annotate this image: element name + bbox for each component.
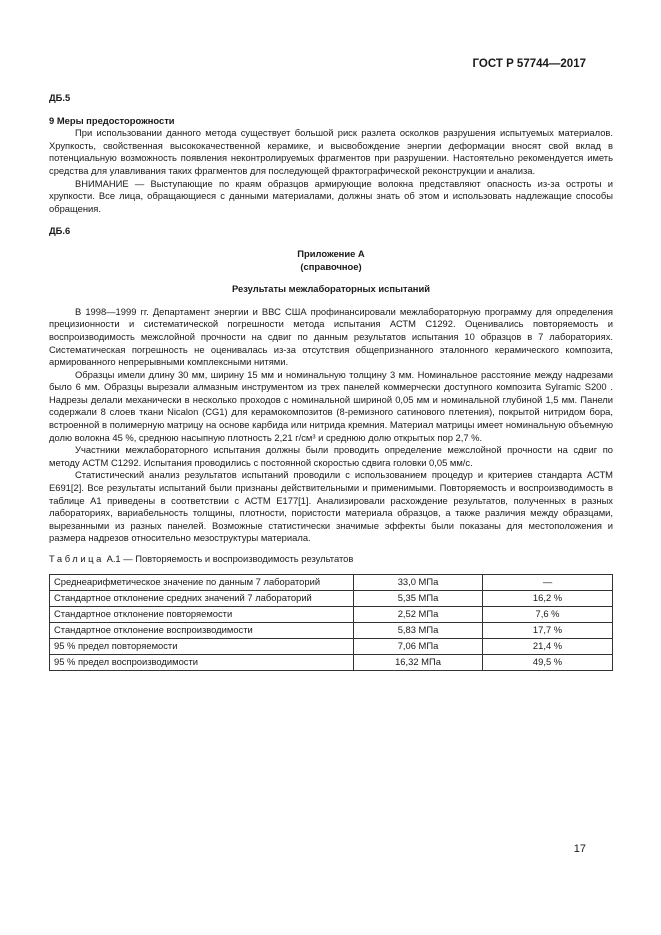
db5-label: ДБ.5 <box>49 92 71 103</box>
table-cell: 16,2 % <box>483 590 613 606</box>
paragraph: В 1998—1999 гг. Департамент энергии и ВВС США профинансировали межлабораторную программу для определения прецизионности и систематической погрешности метода испытания АСТМ С1292. Оценивались повторяемость и воспроизводимость межслойной прочности на сдвиг по данным результатов испытания 10 образцов в 7 лабораториях. Систематическая погрешность не оценивалась из-за отсутствия общепризнанного эталонного керамического композита, армированного непрерывными комплексными нитями. <box>49 305 613 368</box>
page-number: 17 <box>573 843 586 855</box>
results-table <box>49 574 613 671</box>
table-caption-label: Таблица <box>49 553 104 564</box>
standard-number: ГОСТ Р 57744—2017 <box>472 58 586 70</box>
table-cell: 95 % предел воспроизводимости <box>50 654 354 670</box>
page-content <box>49 92 613 671</box>
appendix-title: Приложение А <box>297 247 365 259</box>
paragraph: Статистический анализ результатов испытаний проводили с использованием процедур и критериев стандарта АСТМ Е691[2]. Все результаты испытаний были признаны действительными и применимыми. Повторяемость и воспроизводимость в таблице А1 приведены в соответствии с АСТМ Е177[1]. Анализировали расхождение результатов, полученных в разных лабораториях, вариабельность толщины, плотности, пористости материала образцов, а также различия между образцами, вырезанными из разных панелей. Возможные статистически значимые эффекты были показаны для местоположения и размера надрезов относительно мезоструктуры материала. <box>49 469 613 544</box>
table-cell: Стандартное отклонение повторяемости <box>50 606 354 622</box>
table-cell: 16,32 МПа <box>354 654 483 670</box>
paragraph: Участники межлабораторного испытания должны были проводить определение межслойной прочности на сдвиг по методу АСТМ С1292. Испытания проводились с постоянной скоростью сдвига головки 0,05 мм/с. <box>49 444 613 468</box>
table-cell: Среднеарифметическое значение по данным 7 лабораторий <box>50 574 354 590</box>
table-caption <box>49 553 613 566</box>
paragraph: При использовании данного метода существует большой риск разлета осколков разрушения испытуемых материалов. Хрупкость, свойственная высококачественной керамике, и высвобождение энергии деформации вносят свой вклад в потенциальную возможность появления неконтролируемых фрагментов при разрушении. Настоятельно рекомендуется иметь средства для улавливания таких фрагментов для последующей фрактографической реконструкции и анализа. <box>49 127 613 176</box>
warning-paragraph: ВНИМАНИЕ — Выступающие по краям образцов армирующие волокна представляют опасность из-за остроты и хрупкости. Все лица, обращающиеся с данными материалами, должны знать об этом и использовать надлежащие способы обращения. <box>49 177 613 214</box>
table-cell: 17,7 % <box>483 622 613 638</box>
table-cell: Стандартное отклонение средних значений 7 лабораторий <box>50 590 354 606</box>
table-row <box>50 622 613 638</box>
table-row <box>50 590 613 606</box>
table-cell: 5,35 МПа <box>354 590 483 606</box>
table-cell: 21,4 % <box>483 638 613 654</box>
table-cell: 33,0 МПа <box>354 574 483 590</box>
section-title: 9 Меры предосторожности <box>49 114 175 126</box>
table-row <box>50 574 613 590</box>
appendix-subtitle: (справочное) <box>300 260 362 272</box>
table-cell: 49,5 % <box>483 654 613 670</box>
table-cell: 95 % предел повторяемости <box>50 638 354 654</box>
table-cell: 5,83 МПа <box>354 622 483 638</box>
table-caption-text: А.1 — Повторяемость и воспроизводимость результатов <box>103 553 354 564</box>
table-cell: 7,06 МПа <box>354 638 483 654</box>
table-cell: — <box>483 574 613 590</box>
appendix-heading: Результаты межлабораторных испытаний <box>232 283 430 295</box>
table-cell: 7,6 % <box>483 606 613 622</box>
table-cell: 2,52 МПа <box>354 606 483 622</box>
table-cell: Стандартное отклонение воспроизводимости <box>50 622 354 638</box>
table-row <box>50 654 613 670</box>
paragraph: Образцы имели длину 30 мм, ширину 15 мм и номинальную толщину 3 мм. Номинальное расстояние между надрезами было 6 мм. Образцы вырезали алмазным инструментом из трех панелей коммерчески доступного композита Sylramic S200 . Надрезы делали механически в несколько проходов с номинальной шириной 0,05 мм и номинальной глубиной 1,5 мм. Панели содержали 8 слоев ткани Nicalon (CG1) для керамокомпозитов (8-ремизного сатинового плетения), покрытой нитридом бора, встроенной в полимерную матрицу на основе карбида или нитрида кремния. Материал матрицы имеет номинальную объемную долю волокна 45 %, среднюю насыпную плотность 2,21 г/см³ и среднюю долю открытых пор 2,7 %. <box>49 368 613 443</box>
table-row <box>50 606 613 622</box>
table-row <box>50 638 613 654</box>
db6-label: ДБ.6 <box>49 225 71 237</box>
